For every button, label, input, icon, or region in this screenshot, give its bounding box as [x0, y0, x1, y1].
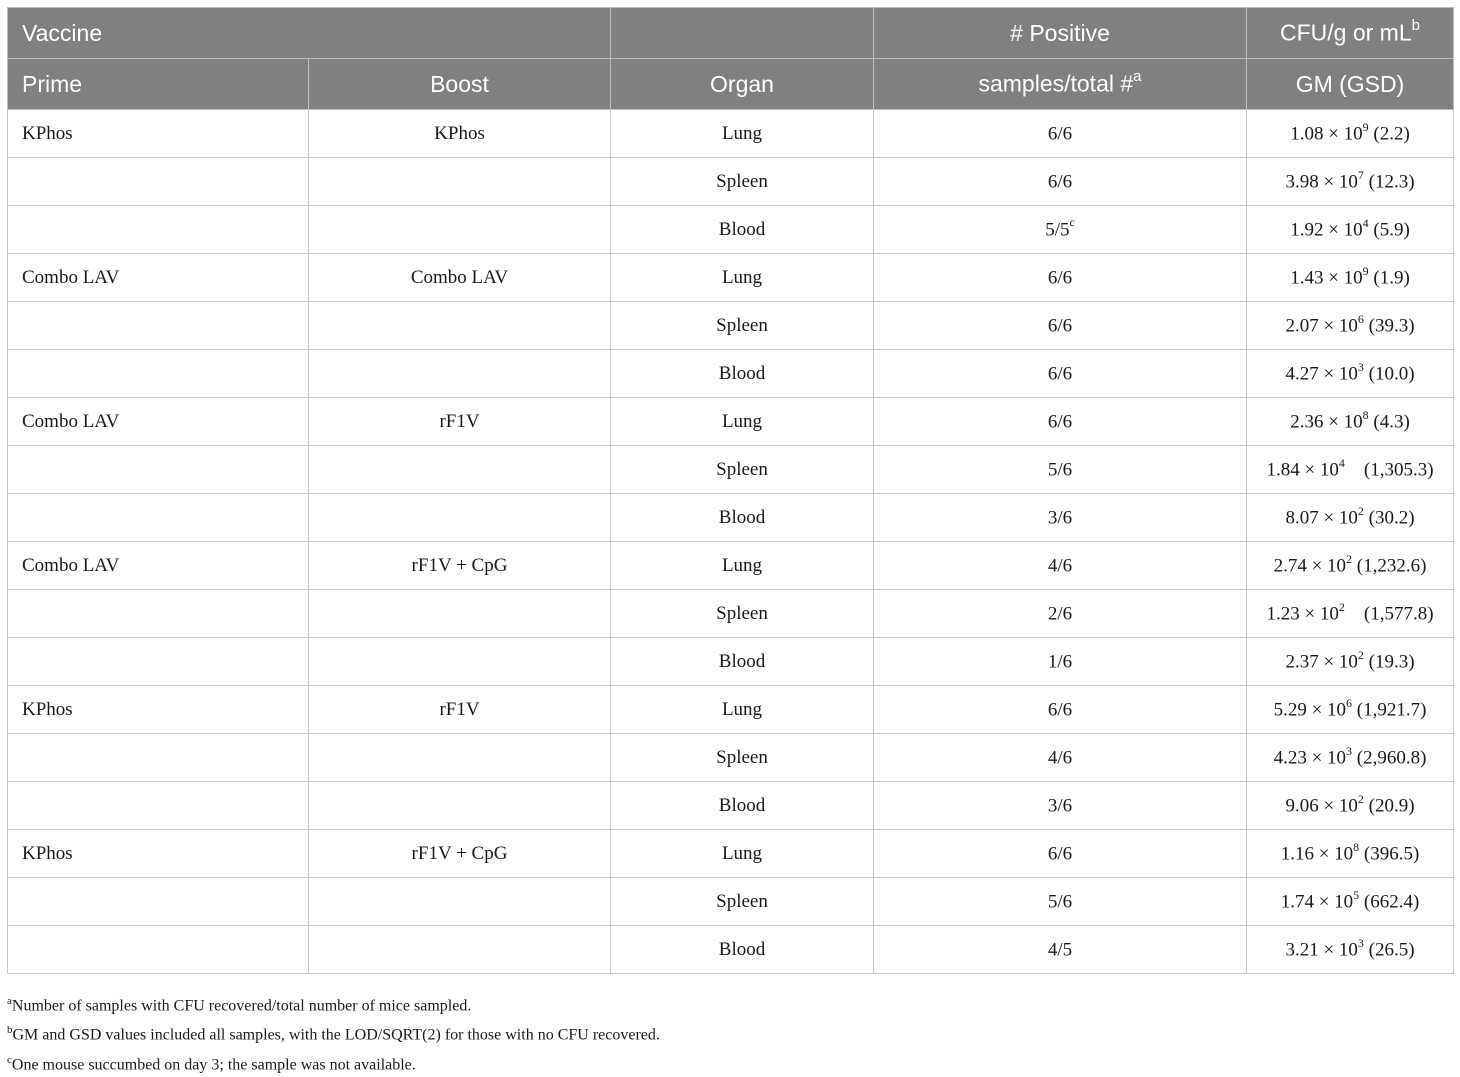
header-boost: Boost	[309, 59, 611, 110]
cell-gm-gsd	[1247, 878, 1454, 926]
footnote-text: GM and GSD values included all samples, with the LOD/SQRT(2) for those with no CFU recovered.	[12, 1026, 660, 1044]
gm-exponent: 6	[1357, 312, 1364, 327]
table-row	[8, 830, 1454, 878]
gm-mantissa: 3.98 × 10	[1285, 171, 1358, 193]
gm-mantissa: 2.07 × 10	[1285, 315, 1358, 337]
cell-organ: Lung	[611, 830, 874, 878]
cell-organ: Spleen	[611, 734, 874, 782]
cell-positive	[874, 734, 1247, 782]
positive-count: 4/6	[1047, 747, 1073, 769]
gm-exponent: 8	[1362, 408, 1369, 423]
cell-boost	[309, 302, 611, 350]
positive-count: 6/6	[1047, 843, 1073, 865]
footnote-mark: c	[7, 1053, 12, 1066]
gm-exponent: 6	[1346, 696, 1353, 711]
table-row	[8, 734, 1454, 782]
gm-exponent: 2	[1346, 552, 1353, 567]
cell-gm-gsd	[1247, 590, 1454, 638]
table-row	[8, 446, 1454, 494]
cell-positive	[874, 398, 1247, 446]
positive-count: 6/6	[1047, 411, 1073, 433]
table-row	[8, 590, 1454, 638]
cell-prime: KPhos	[8, 830, 309, 878]
gm-exponent: 7	[1357, 168, 1364, 183]
cell-prime	[8, 782, 309, 830]
header-cfu: CFU/g or $mL^b$	[1247, 8, 1454, 59]
cell-boost	[309, 494, 611, 542]
gsd-value: (4.3)	[1368, 411, 1410, 433]
header-row-1	[8, 8, 1454, 59]
footnote-mark: b	[7, 1024, 13, 1037]
cell-gm-gsd	[1247, 494, 1454, 542]
gm-mantissa: 2.37 × 10	[1285, 651, 1358, 673]
cell-prime	[8, 734, 309, 782]
cell-prime	[8, 302, 309, 350]
gsd-value: (2,960.8)	[1352, 747, 1427, 769]
gm-mantissa: 2.36 × 10	[1290, 411, 1363, 433]
positive-count: 3/6	[1047, 795, 1073, 817]
cell-prime: KPhos	[8, 686, 309, 734]
gm-mantissa: 1.16 × 10	[1280, 843, 1354, 865]
cell-positive	[874, 494, 1247, 542]
gm-exponent: 9	[1362, 120, 1369, 135]
gm-mantissa: 1.92 × 10	[1290, 219, 1363, 241]
cell-gm-gsd	[1247, 254, 1454, 302]
gsd-value: (5.9)	[1368, 219, 1410, 241]
gm-exponent: 2	[1357, 792, 1364, 807]
table-row	[8, 686, 1454, 734]
footnote-text: Number of samples with CFU recovered/total number of mice sampled.	[11, 997, 472, 1015]
gm-exponent: 5	[1353, 888, 1360, 903]
gm-mantissa: 1.08 × 10	[1290, 123, 1363, 145]
gm-exponent: 9	[1362, 264, 1369, 279]
cell-organ: Lung	[611, 254, 874, 302]
cell-positive	[874, 878, 1247, 926]
header-gm: GM (GSD)	[1247, 59, 1454, 110]
gm-exponent: 4	[1362, 216, 1369, 231]
cell-organ: Blood	[611, 782, 874, 830]
positive-footnote-mark: c	[1069, 215, 1075, 230]
cell-positive	[874, 686, 1247, 734]
gsd-value: (20.9)	[1363, 795, 1415, 817]
cell-organ: Blood	[611, 350, 874, 398]
gm-mantissa: 1.74 × 10	[1280, 891, 1354, 913]
header-organ: Organ	[611, 59, 874, 110]
cell-positive	[874, 830, 1247, 878]
cell-boost: rF1V + CpG	[309, 830, 611, 878]
cell-organ: Blood	[611, 926, 874, 974]
table-row	[8, 398, 1454, 446]
header-positive: # Positive	[874, 8, 1247, 59]
positive-count: 2/6	[1047, 603, 1073, 625]
cell-boost: rF1V	[309, 398, 611, 446]
gm-mantissa: 8.07 × 10	[1285, 507, 1358, 529]
table-row	[8, 302, 1454, 350]
gm-exponent: 3	[1357, 360, 1364, 375]
gm-mantissa: 3.21 × 10	[1285, 939, 1358, 961]
cell-gm-gsd	[1247, 542, 1454, 590]
positive-count: 5/6	[1047, 891, 1073, 913]
table-row	[8, 350, 1454, 398]
positive-count: 4/5	[1047, 939, 1073, 961]
cell-organ: Lung	[611, 398, 874, 446]
cell-boost: rF1V + CpG	[309, 542, 611, 590]
cell-boost	[309, 158, 611, 206]
cell-gm-gsd	[1247, 830, 1454, 878]
results-table-container	[7, 7, 1453, 974]
cell-positive	[874, 542, 1247, 590]
gsd-value: (30.2)	[1363, 507, 1415, 529]
results-table	[7, 7, 1454, 974]
cell-prime	[8, 158, 309, 206]
header-row-2	[8, 59, 1454, 110]
gm-exponent: 2	[1357, 648, 1364, 663]
cell-prime	[8, 590, 309, 638]
cell-prime: KPhos	[8, 110, 309, 158]
cell-organ: Spleen	[611, 302, 874, 350]
cell-boost	[309, 878, 611, 926]
table-row	[8, 158, 1454, 206]
gm-mantissa: 2.74 × 10	[1273, 555, 1347, 577]
cell-organ: Lung	[611, 686, 874, 734]
gsd-value: (1.9)	[1368, 267, 1410, 289]
gsd-value: (396.5)	[1359, 843, 1420, 865]
table-row	[8, 782, 1454, 830]
cell-boost: rF1V	[309, 686, 611, 734]
header-vaccine: Vaccine	[8, 8, 611, 59]
footnote-text: One mouse succumbed on day 3; the sample was not available.	[11, 1055, 416, 1073]
cell-gm-gsd	[1247, 158, 1454, 206]
table-row	[8, 926, 1454, 974]
cell-organ: Spleen	[611, 158, 874, 206]
gsd-value: (1,577.8)	[1344, 603, 1434, 625]
cell-positive	[874, 350, 1247, 398]
table-row	[8, 542, 1454, 590]
cell-prime	[8, 494, 309, 542]
gm-mantissa: 1.84 × 10	[1266, 459, 1339, 481]
cell-boost	[309, 638, 611, 686]
cell-prime	[8, 878, 309, 926]
cell-prime: Combo LAV	[8, 254, 309, 302]
cell-prime: Combo LAV	[8, 542, 309, 590]
gm-mantissa: 1.43 × 10	[1290, 267, 1363, 289]
gm-mantissa: 1.23 × 10	[1266, 603, 1339, 625]
cell-gm-gsd	[1247, 302, 1454, 350]
gsd-value: (1,232.6)	[1352, 555, 1427, 577]
positive-count: 6/6	[1047, 123, 1073, 145]
cell-boost	[309, 782, 611, 830]
cell-boost	[309, 734, 611, 782]
positive-count: 1/6	[1047, 651, 1073, 673]
cell-organ: Spleen	[611, 878, 874, 926]
header-samples-footnote-mark: a	[1133, 68, 1142, 86]
table-row	[8, 254, 1454, 302]
cell-positive	[874, 254, 1247, 302]
gsd-value: (1,921.7)	[1352, 699, 1427, 721]
cell-positive	[874, 206, 1247, 254]
table-row	[8, 638, 1454, 686]
cell-organ: Spleen	[611, 590, 874, 638]
cell-prime	[8, 350, 309, 398]
cell-positive	[874, 782, 1247, 830]
gsd-value: (1,305.3)	[1344, 459, 1434, 481]
table-row	[8, 878, 1454, 926]
footnote	[7, 989, 1453, 1018]
positive-count: 5/5	[1045, 219, 1070, 241]
gm-mantissa: 9.06 × 10	[1285, 795, 1358, 817]
cell-gm-gsd	[1247, 206, 1454, 254]
gsd-value: (39.3)	[1363, 315, 1415, 337]
cell-organ: Blood	[611, 494, 874, 542]
gsd-value: (2.2)	[1368, 123, 1410, 145]
footnote-mark: a	[7, 995, 12, 1007]
cell-gm-gsd	[1247, 638, 1454, 686]
cell-positive	[874, 590, 1247, 638]
cell-prime: Combo LAV	[8, 398, 309, 446]
table-row	[8, 110, 1454, 158]
positive-count: 6/6	[1047, 171, 1073, 193]
cell-positive	[874, 158, 1247, 206]
positive-count: 6/6	[1047, 699, 1073, 721]
positive-count: 6/6	[1047, 363, 1073, 385]
cell-organ: Lung	[611, 542, 874, 590]
table-row	[8, 206, 1454, 254]
positive-count: 6/6	[1047, 315, 1073, 337]
gm-exponent: 3	[1357, 936, 1364, 951]
header-empty	[611, 8, 874, 59]
gm-exponent: 2	[1338, 600, 1345, 615]
header-samples: samples/total #$^a$	[874, 59, 1247, 110]
gm-exponent: 3	[1346, 744, 1353, 759]
header-prime: Prime	[8, 59, 309, 110]
cell-positive	[874, 638, 1247, 686]
gsd-value: (10.0)	[1363, 363, 1415, 385]
cell-organ: Lung	[611, 110, 874, 158]
table-row	[8, 494, 1454, 542]
table-header	[8, 8, 1454, 110]
cell-organ: Spleen	[611, 446, 874, 494]
gsd-value: (662.4)	[1359, 891, 1420, 913]
positive-count: 4/6	[1047, 555, 1073, 577]
cell-gm-gsd	[1247, 926, 1454, 974]
cell-boost: Combo LAV	[309, 254, 611, 302]
cell-gm-gsd	[1247, 686, 1454, 734]
cell-boost	[309, 206, 611, 254]
cell-boost	[309, 350, 611, 398]
gm-exponent: 2	[1357, 504, 1364, 519]
gm-exponent: 8	[1353, 840, 1360, 855]
cell-gm-gsd	[1247, 734, 1454, 782]
cell-gm-gsd	[1247, 782, 1454, 830]
gsd-value: (26.5)	[1363, 939, 1415, 961]
gm-mantissa: 4.23 × 10	[1273, 747, 1347, 769]
footnotes	[7, 989, 1453, 1077]
positive-count: 5/6	[1047, 459, 1073, 481]
gm-mantissa: 4.27 × 10	[1285, 363, 1358, 385]
cell-positive	[874, 926, 1247, 974]
footnote	[7, 1018, 1453, 1047]
cell-gm-gsd	[1247, 446, 1454, 494]
cell-organ: Blood	[611, 206, 874, 254]
cell-prime	[8, 446, 309, 494]
cell-prime	[8, 206, 309, 254]
cell-positive	[874, 302, 1247, 350]
cell-boost	[309, 446, 611, 494]
cell-prime	[8, 638, 309, 686]
positive-count: 6/6	[1047, 267, 1073, 289]
cell-boost: KPhos	[309, 110, 611, 158]
cell-positive	[874, 110, 1247, 158]
positive-count: 3/6	[1047, 507, 1073, 529]
footnote	[7, 1048, 1453, 1077]
cell-prime	[8, 926, 309, 974]
header-cfu-footnote-mark: b	[1411, 17, 1420, 35]
gsd-value: (19.3)	[1363, 651, 1415, 673]
cell-positive	[874, 446, 1247, 494]
gsd-value: (12.3)	[1363, 171, 1415, 193]
cell-organ: Blood	[611, 638, 874, 686]
cell-gm-gsd	[1247, 350, 1454, 398]
table-body	[8, 110, 1454, 974]
cell-gm-gsd	[1247, 398, 1454, 446]
cell-gm-gsd	[1247, 110, 1454, 158]
gm-exponent: 4	[1338, 456, 1345, 471]
cell-boost	[309, 926, 611, 974]
gm-mantissa: 5.29 × 10	[1273, 699, 1347, 721]
cell-boost	[309, 590, 611, 638]
